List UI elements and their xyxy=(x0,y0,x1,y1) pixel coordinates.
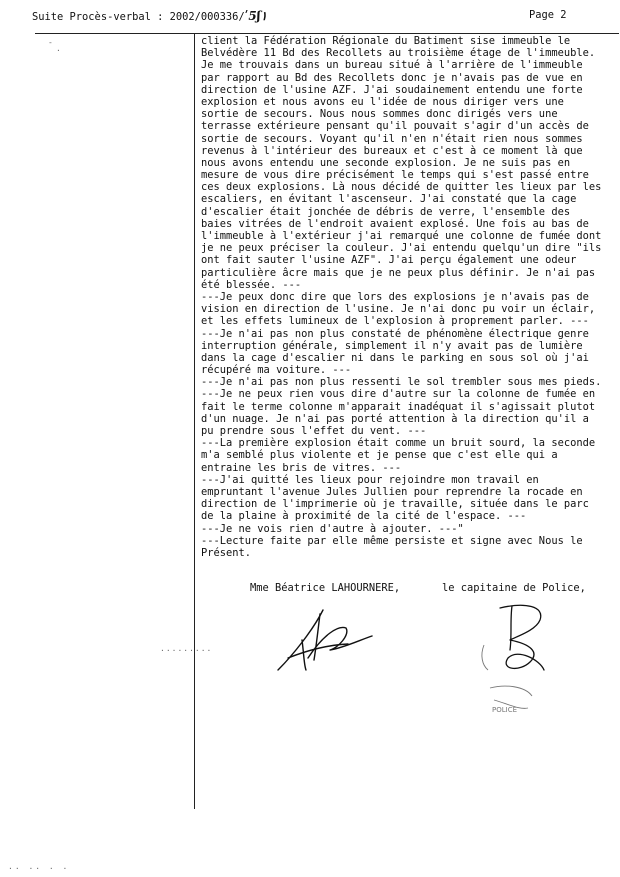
witness-name: Mme Béatrice LAHOURNERE, xyxy=(250,582,401,594)
witness-signature xyxy=(268,600,378,675)
statement-line: ces deux explosions. Là nous décidé de quitter les lieux par les xyxy=(201,181,602,194)
statement-line: mesure de vous dire précisément le temps qui s'est passé entre xyxy=(201,169,589,182)
statement-line: nous avons entendu une seconde explosion. Je ne suis pas en xyxy=(201,156,571,169)
statement-line: sortie de secours. Voyant qu'il n'en n'était rien nous sommes xyxy=(201,132,583,145)
statement-line: empruntant l'avenue Jules Jullien pour reprendre la rocade en xyxy=(201,485,583,498)
statement-line: revenus à l'intérieur des bureaux et c'est à ce moment là que xyxy=(201,144,583,157)
statement-line: été blessée. --- xyxy=(201,278,302,291)
officer-title: le capitaine de Police, xyxy=(442,582,586,594)
svg-text:POLICE: POLICE xyxy=(492,706,518,714)
statement-line: Je me trouvais dans un bureau situé à l'arrière de l'immeuble xyxy=(201,59,583,72)
statement-line: baies vitrées de l'endroit avaient explosé. Une fois au bas de xyxy=(201,217,589,230)
statement-line: Présent. xyxy=(201,546,252,559)
statement-line: direction de l'usine AZF. J'ai soudainement entendu une forte xyxy=(201,83,583,96)
statement-line: d'escalier était jonchée de débris de verre, l'ensemble des xyxy=(201,205,571,218)
statement-line: ---Je peux donc dire que lors des explosions je n'avais pas de xyxy=(201,290,589,303)
page-header xyxy=(32,9,580,25)
signature-names xyxy=(250,582,586,594)
statement-line: sortie de secours. Nous nous sommes donc dirigés vers une xyxy=(201,108,558,121)
officer-signature xyxy=(470,600,565,725)
document-reference xyxy=(32,9,267,23)
scan-speck: ········· xyxy=(160,646,213,655)
statement-line: récupéré ma voiture. --- xyxy=(201,364,352,377)
statement-line: d'un nuage. Je n'ai pas porté attention à la direction qu'il a xyxy=(201,412,589,425)
statement-line: ---Je n'ai pas non plus constaté de phénomène électrique genre xyxy=(201,327,589,340)
scan-speck: - xyxy=(48,38,53,47)
handwritten-mark-icon: ʹ5ʃ١ xyxy=(244,9,268,23)
statement-line: ---Je n'ai pas non plus ressenti le sol trembler sous mes pieds. xyxy=(201,376,602,389)
statement-line: direction de l'imprimerie où je travaille, située dans le parc xyxy=(201,498,589,511)
statement-line: ---Lecture faite par elle même persiste et signe avec Nous le xyxy=(201,534,583,547)
statement-line: ---Je ne peux rien vous dire d'autre sur la colonne de fumée en xyxy=(201,388,596,401)
statement-body xyxy=(201,35,616,559)
statement-line: ---La première explosion était comme un bruit sourd, la seconde xyxy=(201,437,596,450)
statement-line: interruption générale, simplement il n'y avait pas de lumière xyxy=(201,339,583,352)
statement-line: vision en direction de l'usine. Je n'ai donc pu voir un éclair, xyxy=(201,303,596,316)
statement-line: Belvédère 11 Bd des Recollets au troisième étage de l'immeuble. xyxy=(201,47,596,60)
header-rule xyxy=(35,33,619,34)
statement-line: pu prendre sous l'effet du vent. --- xyxy=(201,425,427,437)
statement-line: et les effets lumineux de l'explosion à proprement parler. --- xyxy=(201,315,589,328)
statement-line: dans la cage d'escalier ni dans le parking en sous sol où j'ai xyxy=(201,351,589,364)
statement-line: particulière âcre mais que je ne peux plus définir. Je n'ai pas xyxy=(201,266,596,279)
statement-line: escaliers, en évitant l'ascenseur. J'ai constaté que la cage xyxy=(201,193,577,206)
statement-line: ont fait sauter l'usine AZF". J'ai perçu également une odeur xyxy=(201,254,577,267)
statement-line: par rapport au Bd des Recollets donc je n'avais pas de vue en xyxy=(201,71,583,84)
statement-line: m'a semblé plus violente et je pense que c'est elle qui a xyxy=(201,449,558,462)
statement-line: de la plaine à proximité de la cité de l'espace. --- xyxy=(201,510,527,523)
statement-line: terrasse extérieure pensant qu'il pouvait s'agir d'un accès de xyxy=(201,120,589,133)
statement-line: fait le terme colonne m'apparait inadéquat il s'agissait plutot xyxy=(201,400,596,413)
statement-line: entraine les bris de vitres. --- xyxy=(201,461,402,474)
scan-speck: ·· ·· · · xyxy=(8,864,70,873)
margin-rule xyxy=(194,34,195,809)
scan-speck: · xyxy=(56,46,61,55)
statement-line: je ne peux préciser la couleur. J'ai entendu quelqu'un dire "ils xyxy=(201,242,602,255)
statement-line: ---Je ne vois rien d'autre à ajouter. ---" xyxy=(201,522,464,535)
statement-line: ---J'ai quitté les lieux pour rejoindre mon travail en xyxy=(201,473,539,486)
page-number: Page 2 xyxy=(529,9,567,21)
statement-line: client la Fédération Régionale du Batiment sise immeuble le xyxy=(201,35,571,47)
statement-line: explosion et nous avons eu l'idée de nous diriger vers une xyxy=(201,95,564,108)
statement-line: l'immeuble à l'extérieur j'ai remarqué une colonne de fumée dont xyxy=(201,230,602,242)
document-reference-text: Suite Procès-verbal : 2002/000336/ xyxy=(32,11,245,23)
